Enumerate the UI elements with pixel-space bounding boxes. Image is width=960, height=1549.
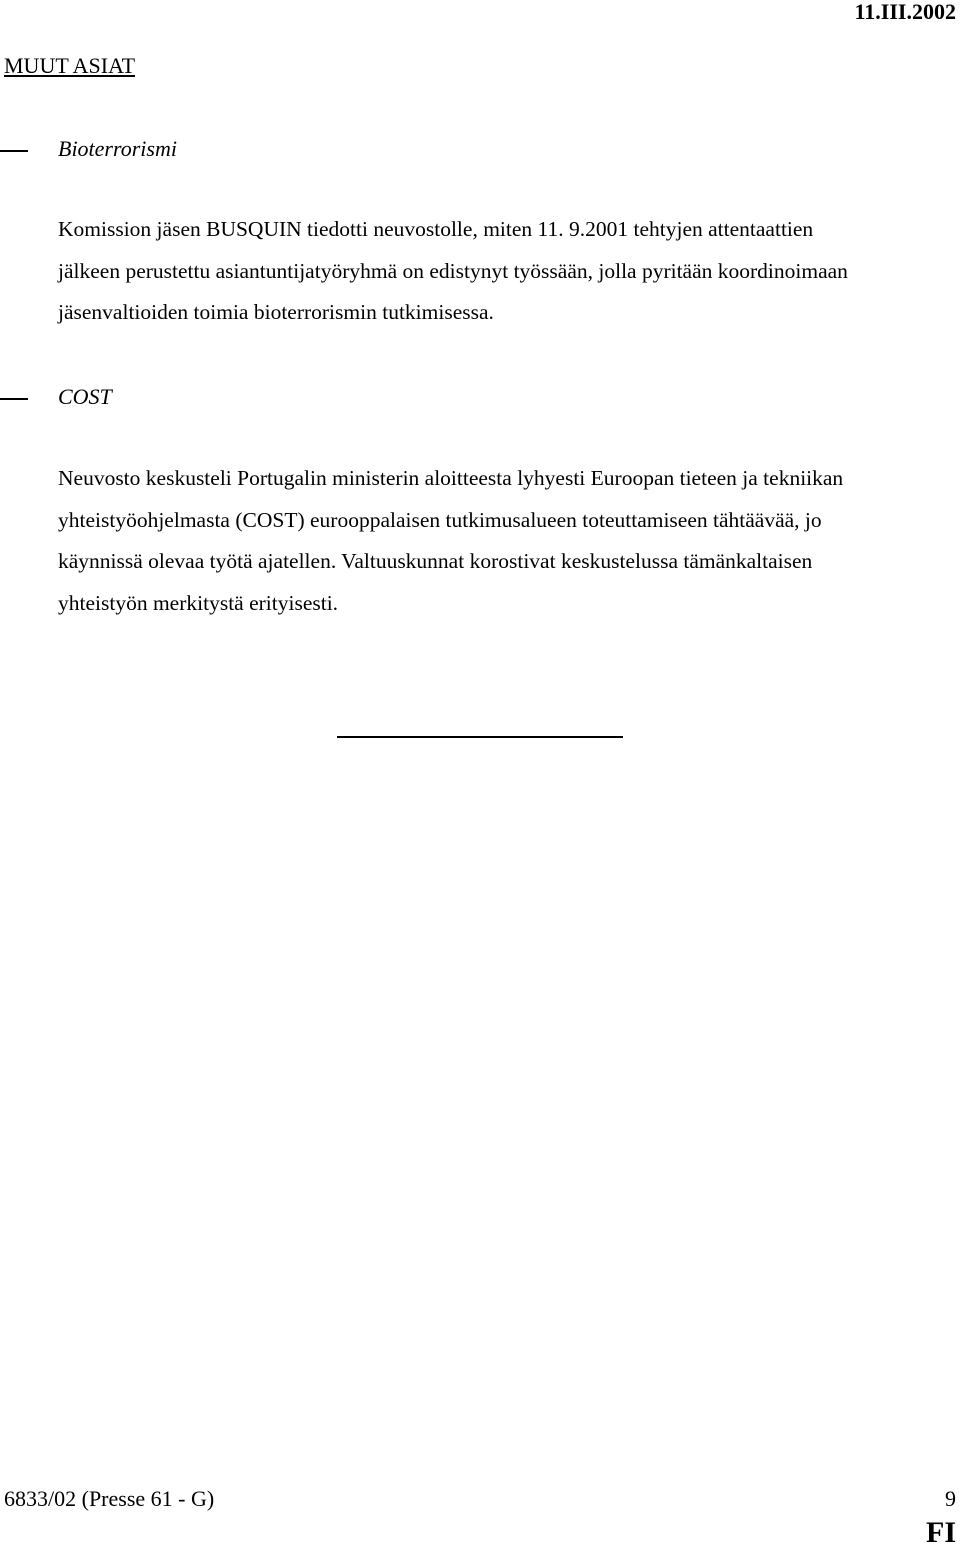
paragraph-line: Komission jäsen BUSQUIN tiedotti neuvostolle, miten 11. 9.2001 tehtyjen attentaattien — [58, 217, 814, 241]
item-heading-bioterrorism: Bioterrorismi — [58, 136, 177, 161]
paragraph-line: jälkeen perustettu asiantuntijatyöryhmä on edistynyt työssään, jolla pyritään koordinoimaan — [58, 258, 848, 283]
paragraph-line: yhteistyön merkitystä erityisesti. — [58, 590, 339, 615]
footer-language-code: FI — [926, 1516, 956, 1549]
item-dash — [0, 398, 28, 400]
item-heading-cost: COST — [58, 384, 112, 409]
item-paragraph-cost — [58, 458, 843, 624]
document-date: 11.III.2002 — [854, 0, 956, 24]
paragraph-line: jäsenvaltioiden toimia bioterrorismin tutkimisessa. — [58, 300, 494, 324]
footer-page-number: 9 — [945, 1486, 956, 1511]
item-dash — [0, 150, 28, 152]
paragraph-line: käynnissä olevaa työtä ajatellen. Valtuuskunnat korostivat keskustelussa tämänkaltaisen — [58, 549, 813, 573]
paragraph-line: yhteistyöohjelmasta (COST) eurooppalaisen tutkimusalueen toteuttamiseen tähtäävää, jo — [58, 507, 822, 532]
item-paragraph-bioterrorism — [58, 209, 848, 334]
section-title: MUUT ASIAT — [4, 53, 136, 78]
paragraph-line: Neuvosto keskusteli Portugalin ministerin aloitteesta lyhyesti Euroopan tieteen ja tekniikan — [58, 466, 844, 490]
end-separator-line — [337, 736, 623, 738]
footer-reference: 6833/02 (Presse 61 - G) — [4, 1486, 215, 1511]
